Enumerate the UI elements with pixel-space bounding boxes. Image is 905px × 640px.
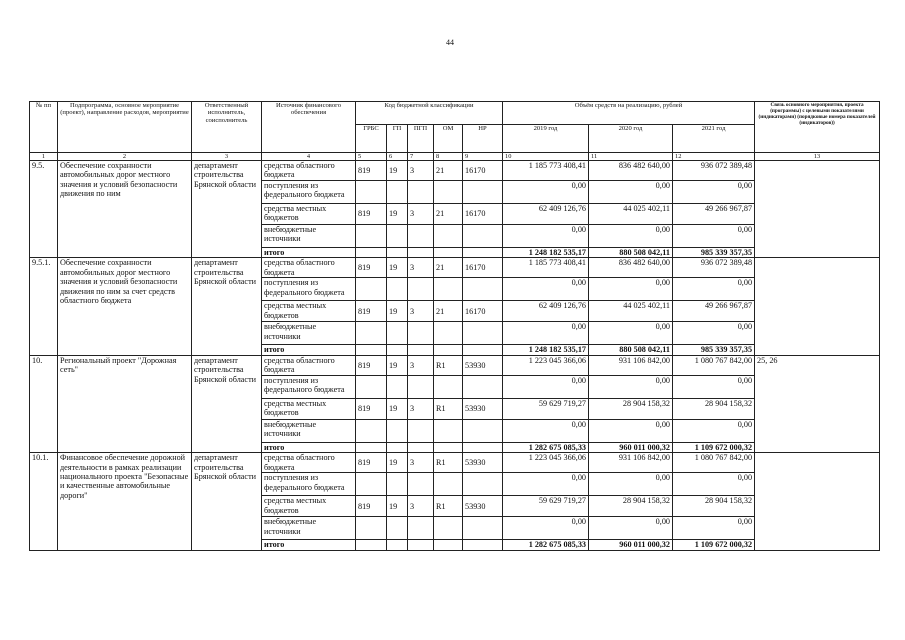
code-om <box>434 278 463 301</box>
code-om <box>434 473 463 496</box>
column-number-cell: 6 <box>387 153 408 161</box>
total-y2021: 1 109 672 000,32 <box>673 540 755 550</box>
empty-code-cell <box>356 540 387 550</box>
code-gp: 19 <box>387 161 408 181</box>
header-executor: Ответственный исполнитель, соисполнитель <box>192 102 262 153</box>
code-grbs: 819 <box>356 453 387 473</box>
amount-y2020: 931 106 842,00 <box>589 453 673 473</box>
empty-code-cell <box>434 442 463 452</box>
code-gp <box>387 375 408 398</box>
code-gp <box>387 181 408 204</box>
empty-code-cell <box>408 442 434 452</box>
subheader-gp: ГП <box>387 125 408 153</box>
code-pgp <box>408 225 434 248</box>
amount-y2019: 62 409 126,76 <box>503 204 589 225</box>
item-number: 10.1. <box>30 453 58 550</box>
code-om: R1 <box>434 355 463 375</box>
funding-source: средства местных бюджетов <box>262 398 356 419</box>
item-executor: департамент строительства Брянской области <box>192 161 262 258</box>
amount-y2019: 1 185 773 408,41 <box>503 161 589 181</box>
empty-code-cell <box>356 442 387 452</box>
amount-y2019: 0,00 <box>503 517 589 540</box>
code-gp <box>387 225 408 248</box>
code-pgp <box>408 517 434 540</box>
item-number: 9.5.1. <box>30 258 58 355</box>
item-name: Обеспечение сохранности автомобильных дорог местного значения и условий безопасности движения по ним <box>58 161 192 258</box>
code-pgp <box>408 419 434 442</box>
column-number-cell: 12 <box>673 153 755 161</box>
empty-code-cell <box>463 248 503 258</box>
code-om <box>434 181 463 204</box>
code-gp: 19 <box>387 355 408 375</box>
code-nr <box>463 225 503 248</box>
column-number-cell: 11 <box>589 153 673 161</box>
funding-source: поступления из федерального бюджета <box>262 278 356 301</box>
page-number: 44 <box>446 38 454 47</box>
amount-y2019: 0,00 <box>503 322 589 345</box>
empty-code-cell <box>356 248 387 258</box>
funding-source: внебюджетные источники <box>262 225 356 248</box>
code-om: R1 <box>434 398 463 419</box>
item-executor: департамент строительства Брянской области <box>192 258 262 355</box>
funding-row <box>30 355 880 375</box>
funding-row <box>30 161 880 181</box>
amount-y2021: 0,00 <box>673 375 755 398</box>
amount-y2020: 44 025 402,11 <box>589 204 673 225</box>
subheader-grbs: ГРБС <box>356 125 387 153</box>
empty-code-cell <box>408 345 434 355</box>
amount-y2021: 1 080 767 842,00 <box>673 453 755 473</box>
code-pgp <box>408 322 434 345</box>
amount-y2019: 0,00 <box>503 419 589 442</box>
funding-source: поступления из федерального бюджета <box>262 181 356 204</box>
code-nr <box>463 322 503 345</box>
amount-y2019: 1 223 045 366,06 <box>503 355 589 375</box>
amount-y2020: 28 904 158,32 <box>589 496 673 517</box>
amount-y2021: 0,00 <box>673 181 755 204</box>
total-label: итого <box>262 345 356 355</box>
code-gp: 19 <box>387 204 408 225</box>
code-om: 21 <box>434 258 463 278</box>
code-gp: 19 <box>387 453 408 473</box>
funding-source: внебюджетные источники <box>262 322 356 345</box>
item-name: Обеспечение сохранности автомобильных дорог местного значения и условий безопасности движения по ним за счет средств областного бюджета <box>58 258 192 355</box>
code-grbs <box>356 322 387 345</box>
item-number: 9.5. <box>30 161 58 258</box>
subheader-year-2020: 2020 год <box>589 125 673 153</box>
amount-y2020: 0,00 <box>589 517 673 540</box>
total-y2020: 880 508 042,11 <box>589 345 673 355</box>
code-nr: 53930 <box>463 496 503 517</box>
code-gp <box>387 278 408 301</box>
funding-source: поступления из федерального бюджета <box>262 473 356 496</box>
amount-y2019: 0,00 <box>503 473 589 496</box>
amount-y2021: 0,00 <box>673 225 755 248</box>
column-number-cell: 13 <box>755 153 880 161</box>
code-pgp <box>408 473 434 496</box>
funding-source: средства областного бюджета <box>262 258 356 278</box>
code-pgp <box>408 278 434 301</box>
funding-source: средства областного бюджета <box>262 355 356 375</box>
funding-source: внебюджетные источники <box>262 517 356 540</box>
item-name: Региональный проект "Дорожная сеть" <box>58 355 192 452</box>
amount-y2020: 0,00 <box>589 322 673 345</box>
code-grbs <box>356 419 387 442</box>
code-gp: 19 <box>387 301 408 322</box>
empty-code-cell <box>408 540 434 550</box>
column-number-cell: 10 <box>503 153 589 161</box>
code-om: R1 <box>434 496 463 517</box>
code-nr: 16170 <box>463 301 503 322</box>
funding-source: средства областного бюджета <box>262 161 356 181</box>
code-pgp <box>408 375 434 398</box>
empty-code-cell <box>463 442 503 452</box>
code-nr <box>463 517 503 540</box>
amount-y2021: 28 904 158,32 <box>673 398 755 419</box>
code-om <box>434 375 463 398</box>
amount-y2020: 44 025 402,11 <box>589 301 673 322</box>
code-pgp: 3 <box>408 496 434 517</box>
amount-y2021: 0,00 <box>673 473 755 496</box>
amount-y2019: 62 409 126,76 <box>503 301 589 322</box>
amount-y2020: 836 482 640,00 <box>589 161 673 181</box>
empty-code-cell <box>387 248 408 258</box>
empty-code-cell <box>434 345 463 355</box>
header-link: Связь основного мероприятия, проекта (программы) с целевыми показателями (индикаторами) (порядковые номера показателей (индикаторов)) <box>755 102 880 153</box>
amount-y2021: 49 266 967,87 <box>673 204 755 225</box>
empty-code-cell <box>463 540 503 550</box>
amount-y2021: 0,00 <box>673 419 755 442</box>
total-y2019: 1 248 182 535,17 <box>503 345 589 355</box>
code-nr: 16170 <box>463 161 503 181</box>
subheader-year-2019: 2019 год <box>503 125 589 153</box>
empty-code-cell <box>387 345 408 355</box>
column-number-cell: 8 <box>434 153 463 161</box>
code-om: 21 <box>434 204 463 225</box>
subheader-om: ОМ <box>434 125 463 153</box>
funding-source: средства местных бюджетов <box>262 204 356 225</box>
code-gp: 19 <box>387 496 408 517</box>
column-number-cell: 5 <box>356 153 387 161</box>
subheader-pgp: ПГП <box>408 125 434 153</box>
empty-code-cell <box>434 540 463 550</box>
column-number-cell: 2 <box>58 153 192 161</box>
header-volume: Объём средств на реализацию, рублей <box>503 102 755 125</box>
header-budget-code: Код бюджетной классификации <box>356 102 503 125</box>
empty-code-cell <box>387 442 408 452</box>
code-grbs <box>356 225 387 248</box>
column-number-cell: 1 <box>30 153 58 161</box>
code-gp: 19 <box>387 398 408 419</box>
code-nr: 16170 <box>463 204 503 225</box>
amount-y2019: 0,00 <box>503 225 589 248</box>
amount-y2019: 0,00 <box>503 278 589 301</box>
amount-y2020: 0,00 <box>589 473 673 496</box>
funding-row <box>30 453 880 473</box>
budget-table <box>29 101 880 551</box>
amount-y2021: 49 266 967,87 <box>673 301 755 322</box>
amount-y2020: 0,00 <box>589 225 673 248</box>
amount-y2019: 1 185 773 408,41 <box>503 258 589 278</box>
total-y2020: 960 011 000,32 <box>589 540 673 550</box>
item-number: 10. <box>30 355 58 452</box>
amount-y2019: 59 629 719,27 <box>503 398 589 419</box>
code-om: R1 <box>434 453 463 473</box>
empty-code-cell <box>356 345 387 355</box>
amount-y2021: 0,00 <box>673 517 755 540</box>
code-om: 21 <box>434 161 463 181</box>
code-pgp: 3 <box>408 453 434 473</box>
code-nr <box>463 181 503 204</box>
code-om <box>434 322 463 345</box>
column-number-row <box>30 153 880 161</box>
column-number-cell: 4 <box>262 153 356 161</box>
amount-y2020: 0,00 <box>589 375 673 398</box>
item-executor: департамент строительства Брянской области <box>192 355 262 452</box>
code-pgp <box>408 181 434 204</box>
code-pgp: 3 <box>408 258 434 278</box>
total-y2021: 1 109 672 000,32 <box>673 442 755 452</box>
amount-y2020: 28 904 158,32 <box>589 398 673 419</box>
code-grbs: 819 <box>356 398 387 419</box>
funding-source: внебюджетные источники <box>262 419 356 442</box>
column-number-cell: 7 <box>408 153 434 161</box>
code-grbs <box>356 517 387 540</box>
column-number-cell: 9 <box>463 153 503 161</box>
total-label: итого <box>262 540 356 550</box>
code-grbs: 819 <box>356 301 387 322</box>
empty-code-cell <box>408 248 434 258</box>
indicator-link <box>755 453 880 550</box>
code-grbs <box>356 278 387 301</box>
code-grbs: 819 <box>356 258 387 278</box>
header-row <box>30 102 880 125</box>
amount-y2021: 0,00 <box>673 322 755 345</box>
code-grbs: 819 <box>356 161 387 181</box>
amount-y2019: 0,00 <box>503 181 589 204</box>
code-om <box>434 517 463 540</box>
code-nr <box>463 419 503 442</box>
total-y2019: 1 248 182 535,17 <box>503 248 589 258</box>
funding-row <box>30 258 880 278</box>
code-om <box>434 419 463 442</box>
funding-source: средства местных бюджетов <box>262 301 356 322</box>
total-y2019: 1 282 675 085,33 <box>503 540 589 550</box>
code-grbs: 819 <box>356 496 387 517</box>
empty-code-cell <box>463 345 503 355</box>
total-label: итого <box>262 442 356 452</box>
header-program: Подпрограмма, основное мероприятие (проект), направление расходов, мероприятие <box>58 102 192 153</box>
amount-y2021: 936 072 389,48 <box>673 161 755 181</box>
amount-y2020: 0,00 <box>589 181 673 204</box>
code-grbs <box>356 473 387 496</box>
indicator-link: 25, 26 <box>755 355 880 452</box>
amount-y2021: 1 080 767 842,00 <box>673 355 755 375</box>
total-y2020: 880 508 042,11 <box>589 248 673 258</box>
column-number-cell: 3 <box>192 153 262 161</box>
amount-y2019: 1 223 045 366,06 <box>503 453 589 473</box>
code-gp: 19 <box>387 258 408 278</box>
amount-y2020: 0,00 <box>589 278 673 301</box>
code-nr <box>463 278 503 301</box>
code-pgp: 3 <box>408 398 434 419</box>
subheader-year-2021: 2021 год <box>673 125 755 153</box>
code-gp <box>387 517 408 540</box>
amount-y2020: 0,00 <box>589 419 673 442</box>
total-y2021: 985 339 357,35 <box>673 248 755 258</box>
header-no: № пп <box>30 102 58 153</box>
item-name: Финансовое обеспечение дорожной деятельности в рамках реализации национального проекта "Безопасные и качественные автомобильные дороги" <box>58 453 192 550</box>
code-nr <box>463 473 503 496</box>
code-gp <box>387 322 408 345</box>
code-gp <box>387 473 408 496</box>
code-nr <box>463 375 503 398</box>
total-y2019: 1 282 675 085,33 <box>503 442 589 452</box>
code-grbs <box>356 375 387 398</box>
amount-y2021: 28 904 158,32 <box>673 496 755 517</box>
subheader-nr: НР <box>463 125 503 153</box>
amount-y2019: 0,00 <box>503 375 589 398</box>
code-om: 21 <box>434 301 463 322</box>
indicator-link <box>755 161 880 258</box>
total-y2021: 985 339 357,35 <box>673 345 755 355</box>
code-pgp: 3 <box>408 161 434 181</box>
code-grbs: 819 <box>356 204 387 225</box>
code-nr: 53930 <box>463 355 503 375</box>
code-pgp: 3 <box>408 355 434 375</box>
code-grbs <box>356 181 387 204</box>
funding-source: средства местных бюджетов <box>262 496 356 517</box>
code-nr: 53930 <box>463 453 503 473</box>
total-y2020: 960 011 000,32 <box>589 442 673 452</box>
code-om <box>434 225 463 248</box>
funding-source: средства областного бюджета <box>262 453 356 473</box>
amount-y2019: 59 629 719,27 <box>503 496 589 517</box>
amount-y2021: 0,00 <box>673 278 755 301</box>
code-nr: 53930 <box>463 398 503 419</box>
amount-y2020: 836 482 640,00 <box>589 258 673 278</box>
code-gp <box>387 419 408 442</box>
amount-y2021: 936 072 389,48 <box>673 258 755 278</box>
code-nr: 16170 <box>463 258 503 278</box>
code-pgp: 3 <box>408 301 434 322</box>
total-label: итого <box>262 248 356 258</box>
code-pgp: 3 <box>408 204 434 225</box>
empty-code-cell <box>434 248 463 258</box>
indicator-link <box>755 258 880 355</box>
item-executor: департамент строительства Брянской области <box>192 453 262 550</box>
header-source: Источник финансового обеспечения <box>262 102 356 153</box>
code-grbs: 819 <box>356 355 387 375</box>
amount-y2020: 931 106 842,00 <box>589 355 673 375</box>
funding-source: поступления из федерального бюджета <box>262 375 356 398</box>
empty-code-cell <box>387 540 408 550</box>
